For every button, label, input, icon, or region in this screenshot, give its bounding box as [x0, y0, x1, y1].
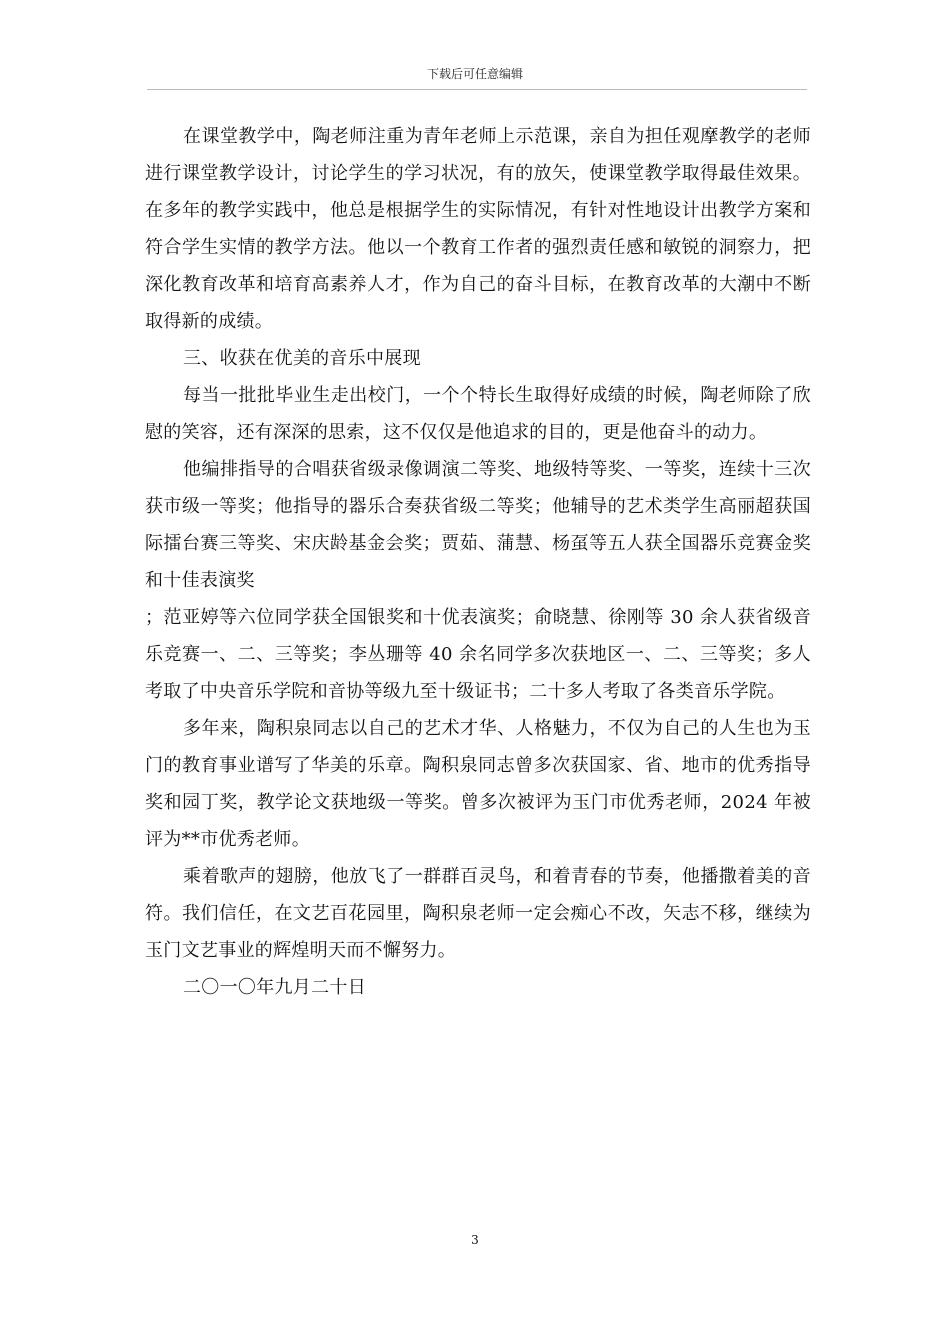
- paragraph-classroom-teaching: 在课堂教学中，陶老师注重为青年老师上示范课，亲自为担任观摩教学的老师进行课堂教学设计，讨论学生的学习状况，有的放矢，使课堂教学取得最佳效果。在多年的教学实践中，他总是根据学生的实际情况，有针对性地设计出教学方案和符合学生实情的教学方法。他以一个教育工作者的强烈责任感和敏锐的洞察力，把深化教育改革和培育高素养人才，作为自己的奋斗目标，在教育改革的大潮中不断取得新的成绩。: [145, 126, 811, 332]
- header-divider: [147, 89, 807, 90]
- paragraph-awards: 他编排指导的合唱获省级录像调演二等奖、地级特等奖、一等奖，连续十三次获市级一等奖；他指导的器乐合奏获省级二等奖；他辅导的艺术类学生高丽超获国际擂台赛三等奖、宋庆龄基金会奖；贾茹、蒲慧、杨虿等五人获全国器乐竞赛金奖和十佳表演奖: [145, 459, 811, 591]
- paragraph-awards-continued: ；范亚婷等六位同学获全国银奖和十优表演奖；俞晓慧、徐刚等 30 余人获省级音乐竞赛一、二、三等奖；李丛珊等 40 余名同学多次获地区一、二、三等奖；多人考取了中央音乐学院和音协等级九至十级证书；二十多人考取了各类音乐学院。: [145, 607, 811, 702]
- document-body: [145, 118, 811, 1006]
- paragraph-honors: 多年来，陶积泉同志以自己的艺术才华、人格魅力，不仅为自己的人生也为玉门的教育事业谱写了华美的乐章。陶积泉同志曾多次获国家、省、地市的优秀指导奖和园丁奖，教学论文获地级一等奖。曾多次被评为玉门市优秀老师，2024 年被评为**市优秀老师。: [145, 718, 811, 850]
- document-date: 二〇一〇年九月二十日: [183, 977, 366, 998]
- section-heading-3: 三、收获在优美的音乐中展现: [183, 348, 421, 369]
- page-number: 3: [471, 1233, 479, 1247]
- paragraph-graduates: 每当一批批毕业生走出校门，一个个特长生取得好成绩的时候，陶老师除了欣慰的笑容，还有深深的思索，这不仅仅是他追求的目的，更是他奋斗的动力。: [145, 385, 811, 443]
- paragraph-closing: 乘着歌声的翅膀，他放飞了一群群百灵鸟，和着青春的节奏，他播撒着美的音符。我们信任，在文艺百花园里，陶积泉老师一定会痴心不改，矢志不移，继续为玉门文艺事业的辉煌明天而不懈努力。: [145, 866, 811, 961]
- page-header: 下载后可任意编辑: [426, 67, 523, 81]
